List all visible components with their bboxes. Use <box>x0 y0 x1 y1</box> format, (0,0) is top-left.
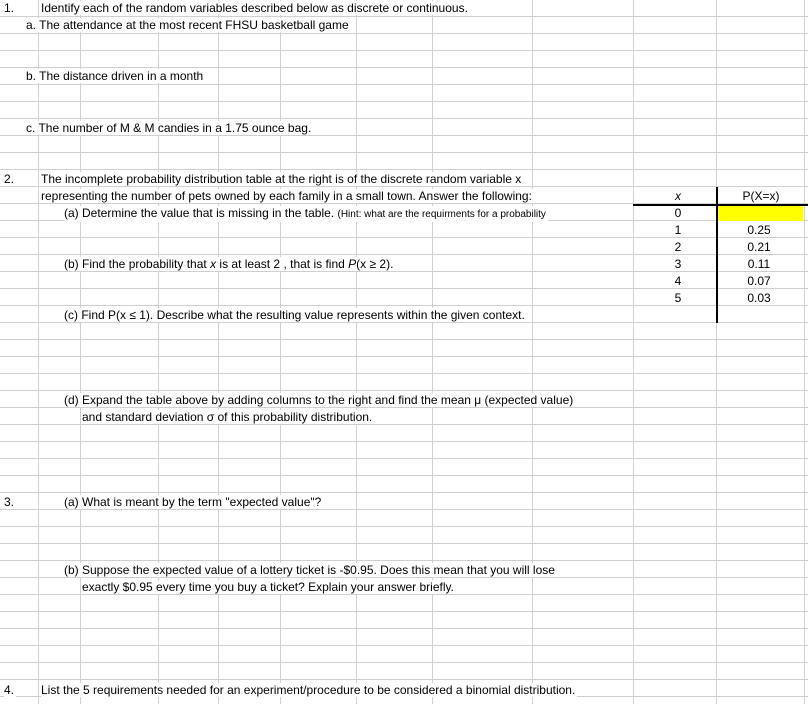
q2-part-c: (c) Find P(x ≤ 1). Describe what the resulting value represents within the given context. <box>64 308 525 322</box>
q2-part-d-line1: (d) Expand the table above by adding columns to the right and find the mean μ (expected value) <box>64 393 574 407</box>
table-p-value: 0.21 <box>747 240 771 254</box>
q2-part-b-pre: (b) Find the probability that <box>64 257 211 271</box>
table-x-value: 4 <box>674 274 682 288</box>
table-p-header: P(X=x) <box>731 189 793 203</box>
q1-part-c: c. The number of M & M candies in a 1.75 ounce bag. <box>26 121 312 135</box>
q2-part-b-post: (x ≥ 2). <box>356 257 394 271</box>
q1-number: 1. <box>4 1 15 15</box>
table-x-value: 5 <box>674 291 682 305</box>
q3-number: 3. <box>4 495 15 509</box>
q4-prompt: List the 5 requirements needed for an experiment/procedure to be considered a binomial distribution. <box>41 683 576 697</box>
q3-part-a: (a) What is meant by the term "expected value"? <box>64 495 322 509</box>
q2-part-b-var: x <box>210 257 217 271</box>
q2-part-d-line2: and standard deviation σ of this probability distribution. <box>82 410 373 424</box>
q2-part-a-text: (a) Determine the value that is missing in the table. <box>64 206 335 220</box>
q2-intro-line1: The incomplete probability distribution table at the right is of the discrete random variable x <box>41 172 522 186</box>
q2-part-b-expr: P <box>348 257 357 271</box>
q2-number: 2. <box>4 172 15 186</box>
missing-value-cell[interactable] <box>717 206 803 221</box>
table-x-value: 3 <box>674 257 682 271</box>
q3-part-b-line1: (b) Suppose the expected value of a lottery ticket is -$0.95. Does this mean that you will lose <box>64 563 555 577</box>
table-header-rule <box>633 204 808 206</box>
table-p-value: 0.03 <box>747 291 771 305</box>
table-x-value: 2 <box>674 240 682 254</box>
q1-part-a: a. The attendance at the most recent FHSU basketball game <box>26 18 349 32</box>
table-x-value: 1 <box>674 223 682 237</box>
q2-part-a-hint: (Hint: what are the requirments for a probability <box>337 209 546 220</box>
table-vertical-rule <box>716 187 718 323</box>
table-x-header: x <box>670 189 688 203</box>
q1-part-b: b. The distance driven in a month <box>26 69 204 83</box>
table-p-value: 0.07 <box>747 274 771 288</box>
table-x-value: 0 <box>674 206 682 220</box>
q2-part-b <box>64 257 395 271</box>
table-p-value: 0.25 <box>747 223 771 237</box>
q2-part-b-mid: is at least 2 , that is find <box>216 257 349 271</box>
q4-number: 4. <box>4 683 15 697</box>
table-p-value: 0.11 <box>747 257 771 271</box>
q2-part-a <box>64 206 548 222</box>
q2-intro-line2: representing the number of pets owned by each family in a small town. Answer the following: <box>41 189 532 203</box>
q3-part-b-line2: exactly $0.95 every time you buy a ticket? Explain your answer briefly. <box>82 580 454 594</box>
q1-prompt: Identify each of the random variables described below as discrete or continuous. <box>41 1 468 15</box>
